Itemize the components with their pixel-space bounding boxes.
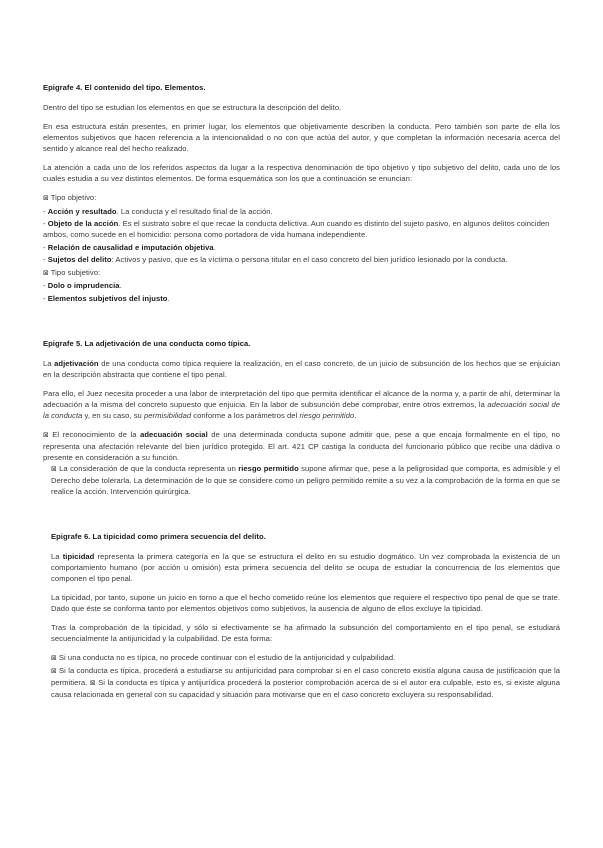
paragraph [43, 162, 560, 184]
text-run: representa la primera categoría en la que se estructura el delito en su estudio dogmático. Un vez comprobada la existencia de un comportamiento humano (por acción u omisión) esta primera secuencia del delito se ocupa de estudiar la concurrencia de los elementos que componen el tipo penal. [51, 552, 560, 583]
list-item [43, 206, 560, 217]
section-epigrafe-5 [43, 338, 560, 498]
text-run: Dolo o imprudencia [47, 281, 120, 290]
text-run: Objeto de la acción [47, 219, 119, 228]
text-run: La consideración de que la conducta representa un [56, 464, 239, 473]
list-label-tipo-objetivo [43, 192, 560, 204]
text-run: La tipicidad, por tanto, supone un juicio en torno a que el hecho cometido reúne los elementos que requiere el respectivo tipo penal de que se trate. Dado que éste se conforma tanto por elementos objetivos como subjetivos, la ausencia de alguno de ellos excluye la tipicidad. [51, 593, 560, 613]
text-run: y, en su caso, su [82, 410, 144, 420]
text-run: de una determinada conducta supone admitir que, pese a que encaja formalmente en el tipo, no representa una afectación relevante del bien jurídico protegido. El art. 421 CP castiga la conducta del funcionario público que recibe una dádiva o presente en consideración a su función. [43, 429, 560, 462]
text-run: - [43, 219, 48, 228]
text-run: : Activos y pasivo, que es la víctima o persona titular en el caso concreto del bien jurídico lesionado por la conducta. [111, 255, 508, 264]
text-run: adjetivación [54, 358, 99, 368]
text-run: - [43, 206, 48, 216]
paragraph [51, 622, 560, 644]
text-run: - [43, 281, 48, 290]
text-run: Tras la comprobación de la tipicidad, y sólo si efectivamente se ha afirmado la subsunción del comportamiento en el tipo penal, se estudiará secuencialmente la antijuricidad y la culpabilidad. De esta forma: [51, 623, 560, 643]
boxed-x-bullet-icon: ⊠ [43, 195, 49, 202]
boxed-x-bullet-icon: ⊠ [89, 679, 96, 687]
text-run: En esa estructura están presentes, en primer lugar, los elementos que objetivamente describen la conducta. Pero también son parte de ella los elementos subjetivos que hacen referencia a la intencionalidad o no con que actúa del autor, y que completan la información necesaria acerca del sentido y alcance real del hecho realizado. [43, 122, 560, 153]
section-heading: Epigrafe 4. El contenido del tipo. Elementos. [43, 83, 206, 92]
paragraph [43, 388, 560, 421]
list-item [43, 218, 560, 240]
text-run: . [213, 242, 216, 252]
text-run: - [43, 293, 48, 303]
text-run: . [167, 293, 170, 303]
text-run: Si la conducta es típica, procederá a estudiarse su antijuricidad para comprobar si en el caso concreto existía alguna causa de justificación que la permitiera. [51, 665, 560, 687]
paragraph [43, 102, 560, 113]
text-run: Para ello, el Juez necesita proceder a una labor de interpretación del tipo que permita identificar el alcance de la norma y, a partir de ahí, determinar la adecuación a la misma del concreto supuesto que enjuicia. En la labor de subsunción debe comprobar, entre otros extremos, la [43, 388, 560, 409]
list-label-tipo-subjetivo [43, 267, 560, 279]
text-run: Tipo subjetivo: [48, 267, 101, 277]
text-run: - [43, 255, 48, 264]
text-run: Acción y resultado [47, 206, 117, 216]
list-item [43, 280, 560, 291]
boxed-x-bullet-icon: ⊠ [43, 431, 49, 439]
paragraph [51, 551, 560, 584]
text-run: Sujetos del delito [47, 255, 112, 264]
text-run: conforme a los parámetros del [191, 410, 300, 420]
bullet-paragraph [43, 463, 560, 497]
text-run: Si una conducta no es típica, no procede continuar con el estudio de la antijuricidad y culpabilidad. [56, 653, 396, 662]
text-run: Elementos subjetivos del injusto [47, 293, 168, 303]
text-run: permisibilidad [143, 410, 192, 420]
text-run: . Es el sustrato sobre el que recae la conducta delictiva. Aun cuando es distinto del sujeto pasivo, en algunos delitos coinciden ambos, como sucede en el homicidio: persona como portadora de vida humana independiente. [43, 219, 550, 239]
text-run: - [43, 242, 48, 252]
text-run: de una conducta como típica requiere la realización, en el caso concreto, de un juicio de subsunción de los hechos que se enjuician en la descripción abstracta que contiene el tipo penal. [43, 358, 560, 379]
text-run: . [354, 410, 357, 420]
paragraph [43, 121, 560, 154]
boxed-x-bullet-icon: ⊠ [51, 655, 57, 662]
paragraph [43, 358, 560, 380]
list-item [43, 254, 560, 265]
text-run: adecuación social [140, 429, 208, 439]
text-run: La [43, 358, 55, 368]
text-run: adecuación social de la conducta [43, 399, 560, 420]
bullet-paragraph [51, 652, 560, 664]
text-run: riesgo permitido [299, 410, 355, 420]
text-run: La atención a cada uno de los referidos aspectos da lugar a la respectiva denominación de tipo objetivo y tipo subjetivo del delito, cada uno de los cuales estudia a su vez distintos elementos. De forma esquemática son los que a continuación se enuncian: [43, 163, 560, 183]
text-run: . La conducta y el resultado final de la acción. [116, 206, 273, 216]
text-run: Si la conducta es típica y antijurídica procederá la posterior comprobación acerca de si el autor era culpable, esto es, si existe alguna causa relacionada en general con su capacidad y situación para motivarse que en el caso concreto excluyera su responsabilidad. [51, 677, 560, 699]
boxed-x-bullet-icon: ⊠ [51, 466, 57, 473]
list-item [43, 242, 560, 253]
text-run: riesgo permitido [238, 464, 299, 473]
bullet-paragraph [51, 665, 560, 700]
boxed-x-bullet-icon: ⊠ [43, 269, 49, 277]
text-run: . [119, 281, 122, 290]
list-item [43, 293, 560, 304]
text-run: Tipo objetivo: [48, 193, 97, 202]
paragraph [51, 592, 560, 614]
section-heading: Epigrafe 6. La tipicidad como primera secuencia del delito. [51, 532, 266, 541]
bullet-paragraph [43, 429, 560, 463]
section-heading: Epigrafe 5. La adjetivación de una conducta como típica. [43, 338, 251, 348]
text-run: La [51, 552, 63, 561]
text-run: El reconocimiento de la [48, 429, 141, 439]
text-run: supone afirmar que, pese a la peligrosidad que comporta, es admisible y el Derecho debe tolerarla. La determinación de lo que se considere como un peligro permitido remite a su vez a la comprobación de la forma en que se realice la acción. Intervención quirúrgica. [51, 464, 560, 496]
text-run: tipicidad [62, 552, 95, 561]
section-epigrafe-4 [43, 82, 560, 304]
text-run: Relación de causalidad e imputación objetiva [47, 242, 214, 252]
text-run: Dentro del tipo se estudian los elementos en que se estructura la descripción del delito. [43, 103, 342, 112]
section-epigrafe-6 [43, 531, 560, 700]
boxed-x-bullet-icon: ⊠ [51, 667, 57, 675]
